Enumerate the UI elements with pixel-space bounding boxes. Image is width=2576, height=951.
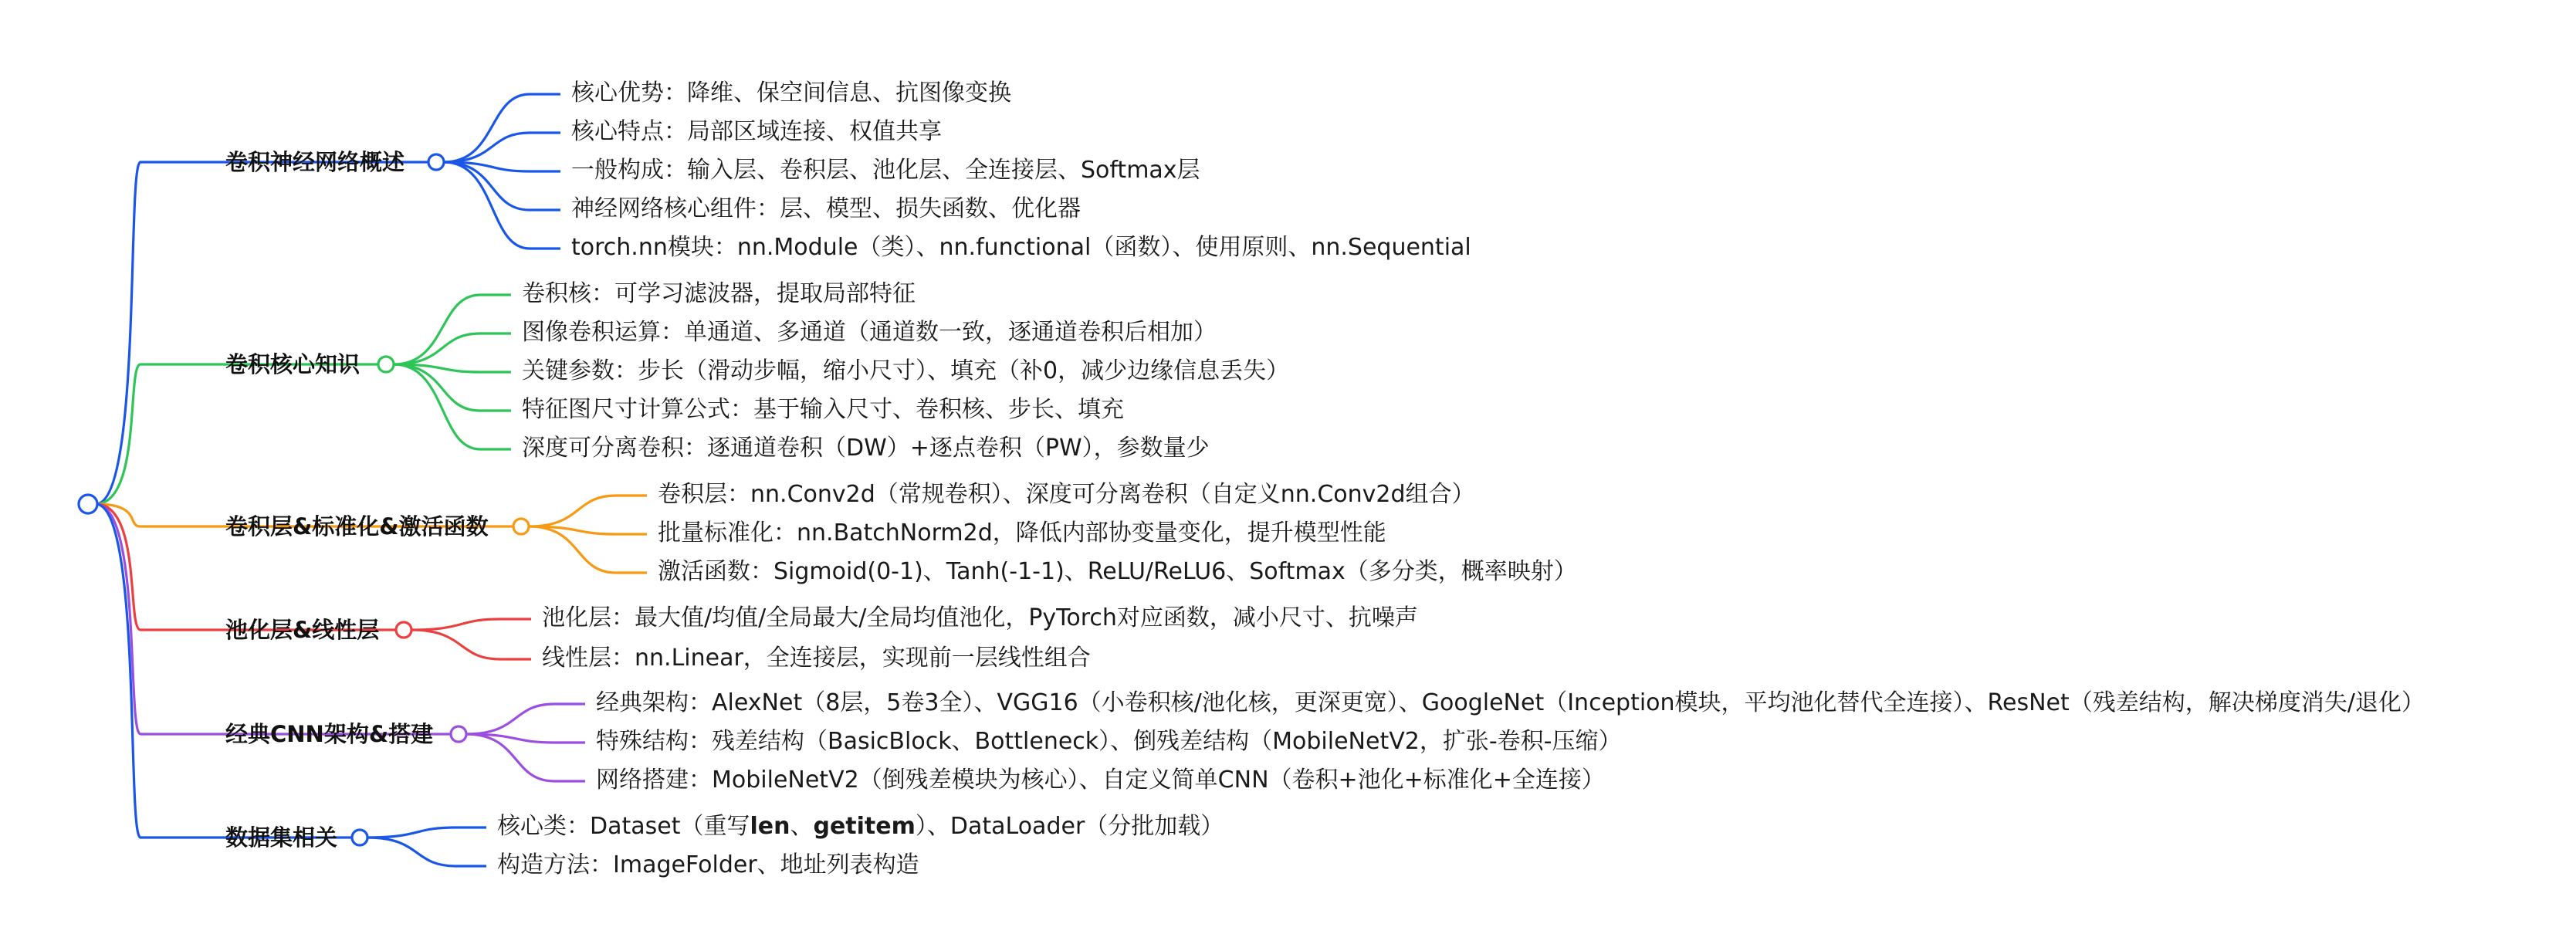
- leaf-connector: [411, 619, 531, 630]
- branch-label[interactable]: 经典CNN架构&搭建: [225, 721, 434, 747]
- leaf-connector: [466, 704, 585, 734]
- leaf-connector: [394, 295, 511, 364]
- leaf-label[interactable]: 激活函数：Sigmoid(0-1)、Tanh(-1-1)、ReLU/ReLU6、Softmax（多分类，概率映射）: [658, 558, 1577, 585]
- branch-node-dot[interactable]: [352, 830, 367, 845]
- leaf-connector: [367, 838, 486, 866]
- branch-label[interactable]: 卷积核心知识: [225, 351, 361, 377]
- leaf-label[interactable]: 核心优势：降维、保空间信息、抗图像变换: [571, 80, 1011, 107]
- leaf-connector: [529, 496, 647, 526]
- leaf-label[interactable]: torch.nn模块：nn.Module（类）、nn.functional（函数）、使用原则、nn.Sequential: [571, 234, 1471, 261]
- leaf-label[interactable]: 图像卷积运算：单通道、多通道（通道数一致，逐通道卷积后相加）: [522, 319, 1217, 346]
- leaf-label[interactable]: 批量标准化：nn.BatchNorm2d，降低内部协变量变化，提升模型性能: [658, 519, 1386, 547]
- leaf-connector: [411, 630, 531, 659]
- branch-connector: [96, 504, 352, 838]
- leaf-label[interactable]: 特征图尺寸计算公式：基于输入尺寸、卷积核、步长、填充: [522, 396, 1124, 423]
- branch-node-dot[interactable]: [513, 519, 529, 534]
- branch-connector: [96, 364, 378, 504]
- root-node-dot[interactable]: [79, 495, 97, 513]
- leaf-label[interactable]: 一般构成：输入层、卷积层、池化层、全连接层、Softmax层: [571, 157, 1200, 184]
- connector-layer: [96, 94, 647, 866]
- leaf-connector: [444, 162, 560, 249]
- leaf-label[interactable]: 构造方法：ImageFolder、地址列表构造: [497, 851, 919, 878]
- leaf-label[interactable]: 网络搭建：MobileNetV2（倒残差模块为核心）、自定义简单CNN（卷积+池化+标准化+全连接）: [596, 767, 1605, 794]
- leaf-label[interactable]: 卷积层：nn.Conv2d（常规卷积）、深度可分离卷积（自定义nn.Conv2d组合）: [658, 481, 1475, 508]
- leaf-connector: [394, 364, 511, 449]
- branch-label[interactable]: 数据集相关: [225, 824, 338, 851]
- leaf-connector: [394, 333, 511, 364]
- branch-label[interactable]: 池化层&线性层: [225, 617, 380, 643]
- branch-label[interactable]: 卷积神经网络概述: [225, 149, 405, 175]
- leaf-connector: [367, 827, 486, 838]
- leaf-label[interactable]: 关键参数：步长（滑动步幅，缩小尺寸）、填充（补0，减少边缘信息丢失）: [522, 357, 1290, 384]
- branch-connector: [96, 162, 428, 504]
- leaf-label[interactable]: 核心类：Dataset（重写len、getitem）、DataLoader（分批加载）: [497, 813, 1224, 840]
- leaf-label[interactable]: 神经网络核心组件：层、模型、损失函数、优化器: [571, 195, 1081, 222]
- leaf-label[interactable]: 线性层：nn.Linear，全连接层，实现前一层线性组合: [542, 645, 1091, 672]
- leaf-label[interactable]: 深度可分离卷积：逐通道卷积（DW）+逐点卷积（PW），参数量少: [522, 435, 1210, 462]
- branch-node-dot[interactable]: [451, 726, 466, 742]
- branch-label[interactable]: 卷积层&标准化&激活函数: [225, 513, 489, 540]
- leaf-connector: [444, 94, 560, 162]
- node-layer: [79, 80, 2425, 878]
- leaf-label[interactable]: 核心特点：局部区域连接、权值共享: [571, 118, 942, 145]
- leaf-label[interactable]: 经典架构：AlexNet（8层，5卷3全）、VGG16（小卷积核/池化核，更深更宽）、GoogleNet（Inception模块，平均池化替代全连接）、ResNet（残差结构，解决梯度消失/退化）: [596, 689, 2425, 716]
- branch-node-dot[interactable]: [378, 357, 394, 372]
- leaf-label[interactable]: 卷积核：可学习滤波器，提取局部特征: [522, 280, 916, 307]
- branch-node-dot[interactable]: [396, 622, 411, 638]
- branch-node-dot[interactable]: [428, 154, 444, 170]
- leaf-label[interactable]: 池化层：最大值/均值/全局最大/全局均值池化，PyTorch对应函数，减小尺寸、抗噪声: [542, 604, 1418, 631]
- leaf-label[interactable]: 特殊结构：残差结构（BasicBlock、Bottleneck）、倒残差结构（MobileNetV2，扩张-卷积-压缩）: [596, 728, 1622, 755]
